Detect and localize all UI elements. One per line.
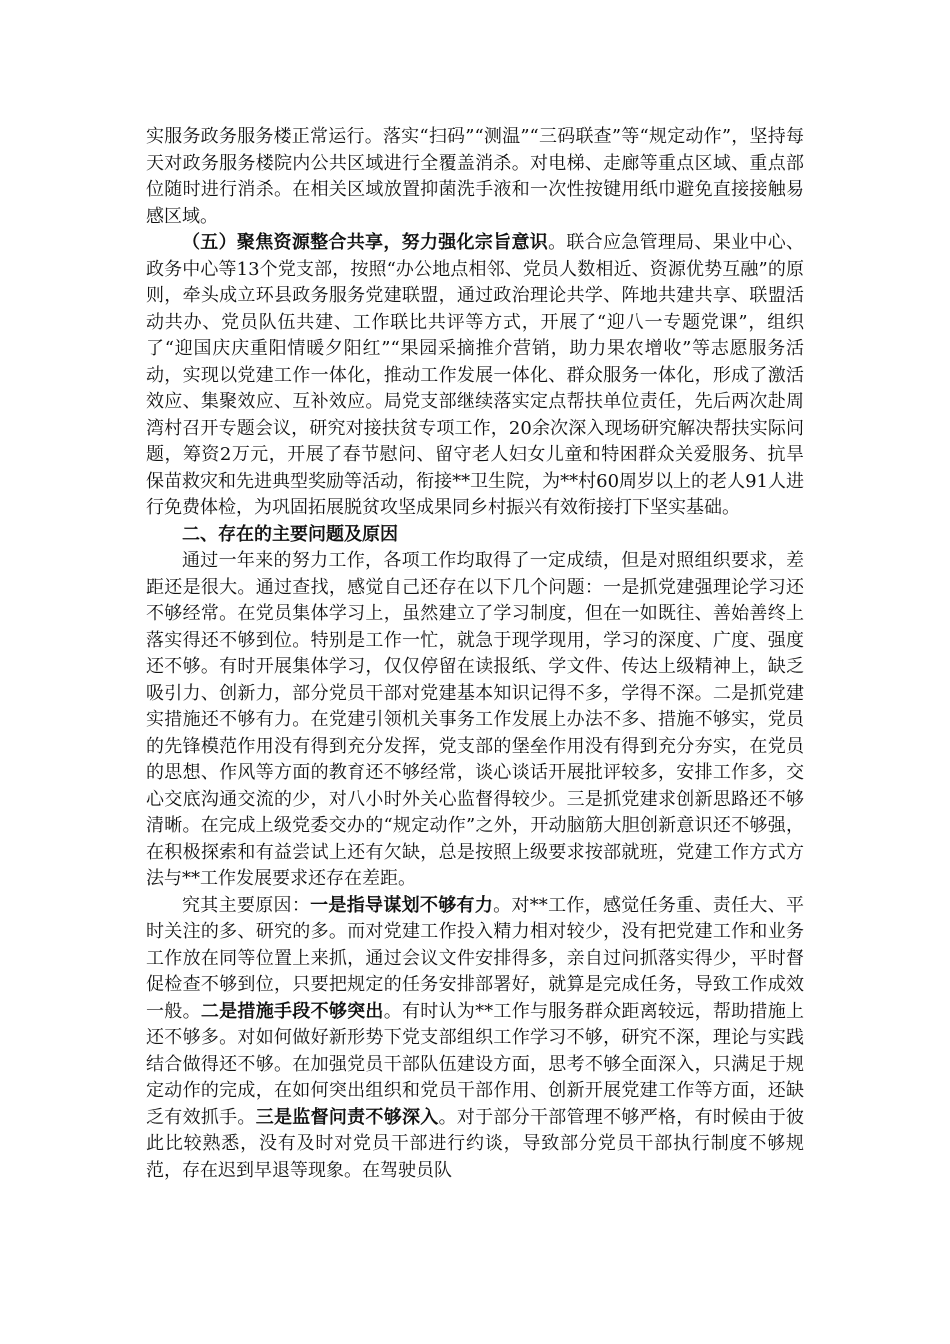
paragraph-section-5: [146, 230, 804, 522]
reason-1-text: 。对**工作，感觉任务重、责任大、平时关注的多、研究的多。而对党建工作投入精力相对较少，没有把党建工作和业务工作放在同等位置上来抓，通过会议文件安排得多，亲自过问抓落实得少，平时督促检查不够到位，只要把规定的任务安排部署好，就算是完成任务，导致工作成效一般。: [146, 894, 805, 1022]
paragraph-continued: 实服务政务服务楼正常运行。落实“扫码”“测温”“三码联查”等“规定动作”，坚持每天对政务服务楼院内公共区域进行全覆盖消杀。对电梯、走廊等重点区域、重点部位随时进行消杀。在相关区域放置抑菌洗手液和一次性按键用纸巾避免直接接触易感区域。: [146, 126, 804, 227]
reason-2-text: 。有时认为**工作与服务群众距离较远，帮助措施上还不够多。对如何做好新形势下党支部组织工作学习不够，研究不深，理论与实践结合做得还不够。在加强党员干部队伍建设方面，思考不够全面深入，只满足于规定动作的完成，在如何突出组织和党员干部作用、创新开展党建工作等方面，还缺乏有效抓手。: [146, 1000, 805, 1128]
section-2-title: 二、存在的主要问题及原因: [182, 523, 398, 545]
paragraph-problems: 通过一年来的努力工作，各项工作均取得了一定成绩，但是对照组织要求，差距还是很大。通过查找，感觉自己还存在以下几个问题：一是抓党建强理论学习还不够经常。在党员集体学习上，虽然建立了学习制度，但在一如既往、善始善终上落实得还不够到位。特别是工作一忙，就急于现学现用，学习的深度、广度、强度还不够。有时开展集体学习，仅仅停留在读报纸、学文件、传达上级精神上，缺乏吸引力、创新力，部分党员干部对党建基本知识记得不多，学得不深。二是抓党建实措施还不够有力。在党建引领机关事务工作发展上办法不多、措施不够实，党员的先锋模范作用没有得到充分发挥，党支部的堡垒作用没有得到充分夯实，在党员的思想、作风等方面的教育还不够经常，谈心谈话开展批评较多，安排工作多，交心交底沟通交流的少，对八小时外关心监督得较少。三是抓党建求创新思路还不够清晰。在完成上级党委交办的“规定动作”之外，开动脑筋大胆创新意识还不够强，在积极探索和有益尝试上还有欠缺，总是按照上级要求按部就班，党建工作方式方法与**工作发展要求还存在差距。: [146, 550, 804, 889]
reason-3-text: 。对于部分干部管理不够严格，有时候由于彼此比较熟悉，没有及时对党员干部进行约谈，导致部分党员干部执行制度不够规范，存在迟到早退等现象。在驾驶员队: [146, 1106, 805, 1181]
reason-2-heading: 二是措施手段不够突出: [200, 1000, 384, 1022]
section-5-heading: （五）聚焦资源整合共享，努力强化宗旨意识: [182, 232, 549, 253]
document-body: [146, 124, 804, 1184]
section-5-body: 。联合应急管理局、果业中心、政务中心等13个党支部，按照“办公地点相邻、党员人数相近、资源优势互融”的原则，牵头成立环县政务服务党建联盟，通过政治理论共学、阵地共建共享、联盟活动共办、党员队伍共建、工作联比共评等方式，开展了“迎八一专题党课”，组织了“迎国庆庆重阳情暖夕阳红”“果园采摘推介营销，助力果农增收”等志愿服务活动，实现以党建工作一体化，推动工作发展一体化、群众服务一体化，形成了激活效应、集聚效应、互补效应。局党支部继续落实定点帮扶单位责任，先后两次赴周湾村召开专题会议，研究对接扶贫专项工作，20余次深入现场研究解决帮扶实际问题，筹资2万元，开展了春节慰问、留守老人妇女儿童和特困群众关爱服务、抗旱保苗救灾和先进典型奖励等活动，衔接**卫生院，为**村60周岁以上的老人91人进行免费体检，为巩固拓展脱贫攻坚成果同乡村振兴有效衔接打下坚实基础。: [146, 232, 805, 518]
reason-1-heading: 一是指导谋划不够有力: [310, 894, 494, 916]
reason-3-heading: 三是监督问责不够深入: [255, 1106, 439, 1128]
paragraph-reasons: [146, 893, 804, 1185]
reasons-lead: 究其主要原因：: [182, 894, 311, 916]
